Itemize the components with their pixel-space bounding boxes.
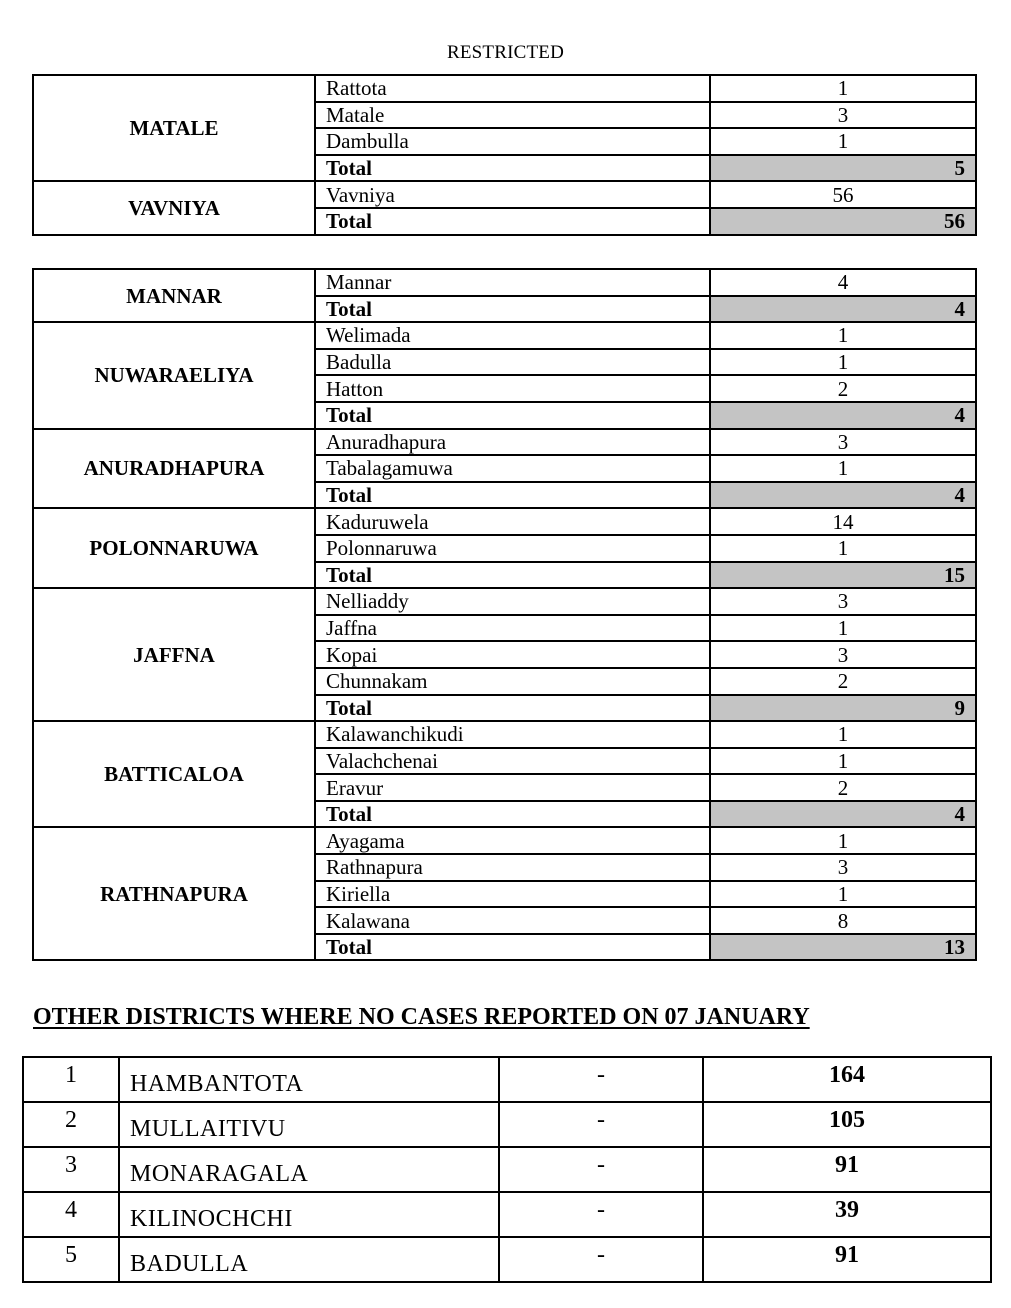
- table-row: [33, 429, 976, 456]
- row-number: 3: [23, 1147, 119, 1192]
- cumulative-count: 105: [703, 1102, 991, 1147]
- cumulative-count: 39: [703, 1192, 991, 1237]
- case-count: 2: [710, 668, 976, 695]
- area-name: Hatton: [315, 375, 710, 402]
- total-label: Total: [315, 562, 710, 589]
- cumulative-count: 91: [703, 1147, 991, 1192]
- table-row: [23, 1147, 991, 1192]
- area-name: Nelliaddy: [315, 588, 710, 615]
- area-name: Anuradhapura: [315, 429, 710, 456]
- total-label: Total: [315, 155, 710, 182]
- case-count: 3: [710, 588, 976, 615]
- case-count: 1: [710, 75, 976, 102]
- total-value: 13: [710, 934, 976, 961]
- area-name: Ayagama: [315, 827, 710, 854]
- cumulative-count: 91: [703, 1237, 991, 1282]
- case-count: 2: [710, 375, 976, 402]
- table-row: [23, 1192, 991, 1237]
- restricted-header: RESTRICTED: [446, 42, 565, 63]
- area-name: Kalawana: [315, 907, 710, 934]
- dash-cell: -: [499, 1057, 703, 1102]
- total-label: Total: [315, 296, 710, 323]
- other-districts-title: OTHER DISTRICTS WHERE NO CASES REPORTED ON 07 JANUARY: [33, 1004, 810, 1030]
- table-row: [33, 322, 976, 349]
- area-name: Jaffna: [315, 615, 710, 642]
- total-value: 5: [710, 155, 976, 182]
- district-name: MULLAITIVU: [119, 1102, 499, 1147]
- case-count: 3: [710, 429, 976, 456]
- table-row: [23, 1057, 991, 1102]
- area-name: Rattota: [315, 75, 710, 102]
- table-row: [33, 269, 976, 296]
- area-name: Welimada: [315, 322, 710, 349]
- district-cases-table-b: [32, 268, 977, 961]
- case-count: 1: [710, 322, 976, 349]
- district-name: MONARAGALA: [119, 1147, 499, 1192]
- district-name: ANURADHAPURA: [33, 429, 315, 509]
- district-name: VAVNIYA: [33, 181, 315, 234]
- area-name: Mannar: [315, 269, 710, 296]
- table-row: [23, 1237, 991, 1282]
- district-name: BATTICALOA: [33, 721, 315, 827]
- case-count: 1: [710, 128, 976, 155]
- district-name: MANNAR: [33, 269, 315, 322]
- case-count: 2: [710, 774, 976, 801]
- total-value: 4: [710, 402, 976, 429]
- area-name: Rathnapura: [315, 854, 710, 881]
- case-count: 4: [710, 269, 976, 296]
- district-name: BADULLA: [119, 1237, 499, 1282]
- table-row: [33, 827, 976, 854]
- row-number: 1: [23, 1057, 119, 1102]
- total-value: 4: [710, 482, 976, 509]
- district-name: JAFFNA: [33, 588, 315, 721]
- case-count: 3: [710, 102, 976, 129]
- area-name: Vavniya: [315, 181, 710, 208]
- area-name: Dambulla: [315, 128, 710, 155]
- case-count: 1: [710, 535, 976, 562]
- row-number: 5: [23, 1237, 119, 1282]
- dash-cell: -: [499, 1147, 703, 1192]
- area-name: Eravur: [315, 774, 710, 801]
- area-name: Polonnaruwa: [315, 535, 710, 562]
- total-value: 15: [710, 562, 976, 589]
- row-number: 2: [23, 1102, 119, 1147]
- district-name: HAMBANTOTA: [119, 1057, 499, 1102]
- case-count: 1: [710, 349, 976, 376]
- case-count: 1: [710, 827, 976, 854]
- district-cases-table-a: [32, 74, 977, 236]
- case-count: 3: [710, 854, 976, 881]
- total-label: Total: [315, 934, 710, 961]
- area-name: Chunnakam: [315, 668, 710, 695]
- table-row: [33, 508, 976, 535]
- area-name: Kalawanchikudi: [315, 721, 710, 748]
- case-count: 1: [710, 748, 976, 775]
- total-value: 4: [710, 296, 976, 323]
- district-name: RATHNAPURA: [33, 827, 315, 960]
- table-row: [33, 75, 976, 102]
- case-count: 1: [710, 721, 976, 748]
- total-label: Total: [315, 208, 710, 235]
- case-count: 14: [710, 508, 976, 535]
- district-name: POLONNARUWA: [33, 508, 315, 588]
- district-name: KILINOCHCHI: [119, 1192, 499, 1237]
- case-count: 1: [710, 455, 976, 482]
- total-value: 9: [710, 695, 976, 722]
- dash-cell: -: [499, 1192, 703, 1237]
- area-name: Valachchenai: [315, 748, 710, 775]
- cumulative-count: 164: [703, 1057, 991, 1102]
- case-count: 56: [710, 181, 976, 208]
- district-name: MATALE: [33, 75, 315, 181]
- area-name: Kiriella: [315, 881, 710, 908]
- case-count: 1: [710, 615, 976, 642]
- area-name: Badulla: [315, 349, 710, 376]
- total-label: Total: [315, 695, 710, 722]
- table-row: [33, 588, 976, 615]
- area-name: Matale: [315, 102, 710, 129]
- other-districts-table: [22, 1056, 992, 1283]
- row-number: 4: [23, 1192, 119, 1237]
- case-count: 3: [710, 641, 976, 668]
- total-label: Total: [315, 402, 710, 429]
- dash-cell: -: [499, 1102, 703, 1147]
- table-row: [33, 721, 976, 748]
- area-name: Tabalagamuwa: [315, 455, 710, 482]
- case-count: 8: [710, 907, 976, 934]
- total-value: 4: [710, 801, 976, 828]
- total-label: Total: [315, 801, 710, 828]
- case-count: 1: [710, 881, 976, 908]
- total-value: 56: [710, 208, 976, 235]
- table-row: [23, 1102, 991, 1147]
- table-row: [33, 181, 976, 208]
- area-name: Kopai: [315, 641, 710, 668]
- dash-cell: -: [499, 1237, 703, 1282]
- district-name: NUWARAELIYA: [33, 322, 315, 428]
- total-label: Total: [315, 482, 710, 509]
- area-name: Kaduruwela: [315, 508, 710, 535]
